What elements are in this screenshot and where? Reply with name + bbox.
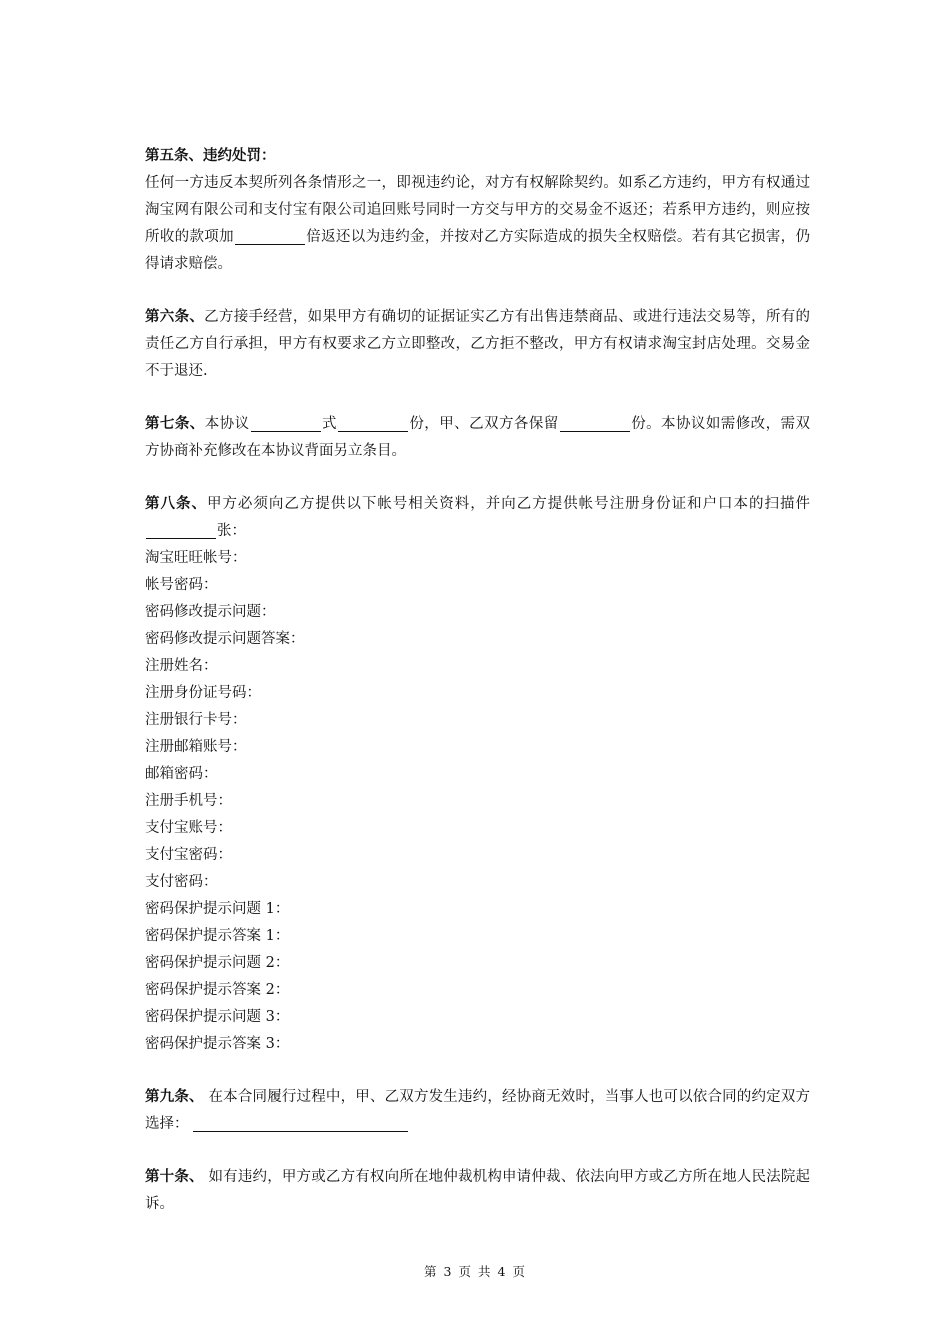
copies-each-blank: [560, 413, 630, 432]
article-9-heading: 第九条、: [145, 1088, 204, 1105]
field-item: 密码保护提示答案 2：: [145, 982, 290, 998]
field-item: 邮箱密码：: [145, 766, 218, 782]
multiplier-blank: [235, 226, 305, 245]
field-item: 密码保护提示问题 2：: [145, 955, 290, 971]
article-8-part2: 张：: [217, 523, 246, 539]
article-6-body: 乙方接手经营，如果甲方有确切的证据证实乙方有出售违禁商品、或进行违法交易等，所有的责任乙方自行承担，甲方有权要求乙方立即整改，乙方拒不整改，甲方有权请求淘宝封店处理。交易金不于退还.: [145, 309, 811, 379]
form-count-blank: [251, 413, 321, 432]
field-item: 注册身份证号码：: [145, 685, 261, 701]
article-5: [145, 142, 810, 278]
article-6-heading: 第六条、: [145, 308, 205, 325]
field-item: 密码修改提示问题：: [145, 604, 276, 620]
field-item: 密码修改提示问题答案：: [145, 631, 305, 647]
copies-count-blank: [338, 413, 408, 432]
document-page: [145, 142, 810, 1218]
account-field-list: [145, 545, 810, 1058]
article-7-part2: 式: [321, 416, 337, 432]
field-item: 淘宝旺旺帐号：: [145, 550, 247, 566]
footer-prefix: 第: [424, 1264, 438, 1279]
field-item: 注册手机号：: [145, 793, 232, 809]
article-9: [145, 1083, 810, 1138]
field-item: 支付宝账号：: [145, 820, 232, 836]
field-item: 注册邮箱账号：: [145, 739, 247, 755]
article-7-heading: 第七条、: [145, 415, 205, 432]
article-8: [145, 490, 810, 1058]
article-7: [145, 410, 810, 465]
article-7-part3: 份，甲、乙双方各保留: [408, 416, 559, 432]
article-6: [145, 303, 810, 385]
field-item: 注册姓名：: [145, 658, 218, 674]
article-10: [145, 1163, 810, 1218]
article-8-part1: 甲方必须向乙方提供以下帐号相关资料，并向乙方提供帐号注册身份证和户口本的扫描件: [206, 496, 810, 512]
footer-mid1: 页: [458, 1264, 472, 1279]
field-item: 密码保护提示答案 3：: [145, 1036, 290, 1052]
footer-suffix: 页: [512, 1264, 526, 1279]
article-5-heading: 第五条、违约处罚：: [145, 147, 276, 164]
article-7-part4: 份。本协议如需修改，需双方协商补充修改在本协议背面另立条目。: [145, 416, 810, 459]
article-10-body: 如有违约，甲方或乙方有权向所在地仲裁机构申请仲裁、依法向甲方或乙方所在地人民法院起诉。: [145, 1169, 810, 1212]
field-item: 注册银行卡号：: [145, 712, 247, 728]
total-page-count: 4: [497, 1264, 507, 1279]
article-10-heading: 第十条、: [145, 1168, 204, 1185]
article-7-part1: 本协议: [204, 416, 250, 432]
article-8-heading: 第八条、: [145, 495, 207, 512]
dispute-choice-blank: [193, 1113, 408, 1132]
field-item: 支付宝密码：: [145, 847, 232, 863]
current-page-number: 3: [443, 1264, 453, 1279]
scan-count-blank: [146, 520, 216, 539]
field-item: 密码保护提示问题 1：: [145, 901, 290, 917]
field-item: 密码保护提示答案 1：: [145, 928, 290, 944]
field-item: 帐号密码：: [145, 577, 218, 593]
article-5-body-part2: 倍返还以为违约金，并按对乙方实际造成的损失全权赔偿。若有其它损害，仍得请求赔偿。: [145, 229, 811, 272]
field-item: 支付密码：: [145, 874, 218, 890]
article-9-body: 在本合同履行过程中，甲、乙双方发生违约，经协商无效时，当事人也可以依合同的约定双方选择：: [145, 1089, 810, 1132]
page-footer: [0, 1262, 950, 1280]
article-5-body-part1: 任何一方违反本契所列各条情形之一，即视违约论，对方有权解除契约。如系乙方违约，甲方有权通过淘宝网有限公司和支付宝有限公司追回账号同时一方交与甲方的交易金不返还；若系甲方违约，则应按所收的款项加: [145, 175, 810, 245]
footer-mid2: 共: [478, 1264, 492, 1279]
field-item: 密码保护提示问题 3：: [145, 1009, 290, 1025]
